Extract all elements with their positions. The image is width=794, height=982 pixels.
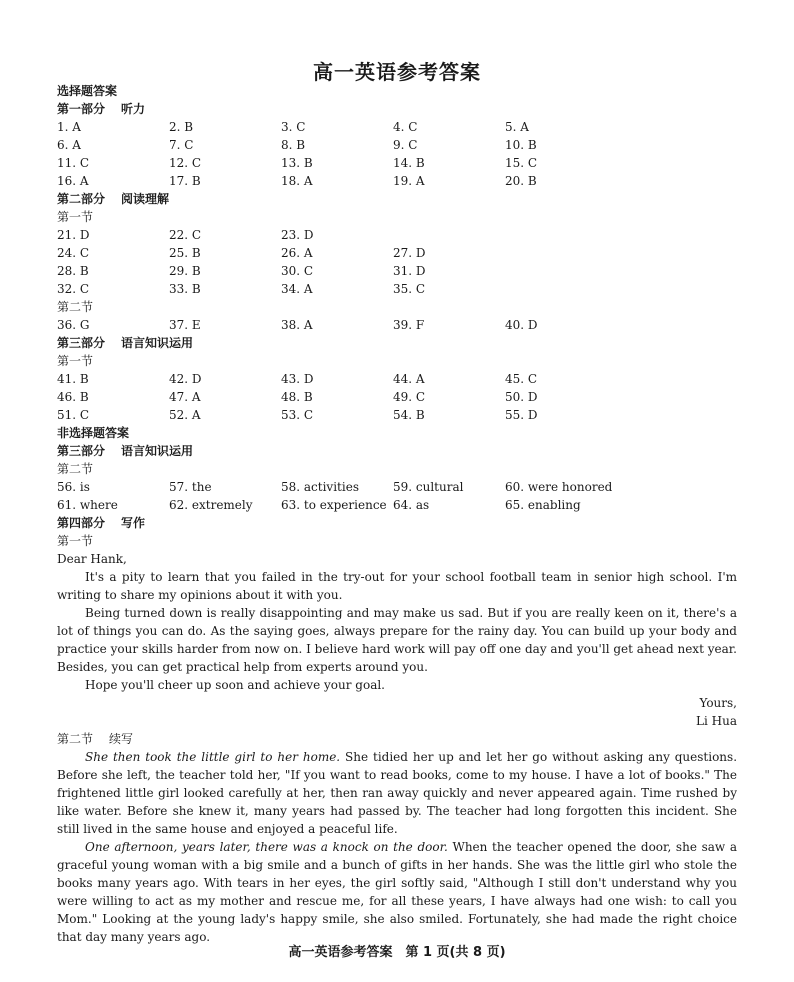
answer-cell: 39. F [393,318,425,332]
answer-cell: 61. where [57,498,118,512]
answer-cell: 8. B [281,138,306,152]
answer-row [57,226,737,244]
answer-cell: 6. A [57,138,81,152]
answer-cell: 29. B [169,264,201,278]
answer-cell: 4. C [393,120,418,134]
answer-cell [505,262,617,280]
answer-cell: 49. C [393,390,426,404]
answer-cell: 26. A [281,246,313,260]
answer-cell: 20. B [505,174,537,188]
part3b-heading [57,442,737,460]
answer-row [57,244,737,262]
answer-cell: 43. D [281,372,314,386]
answer-cell: 23. D [281,228,314,242]
story-paragraph [57,748,737,838]
answer-cell: 16. A [57,174,89,188]
answer-cell [505,280,617,298]
answer-row [57,136,737,154]
part4-section2-label: 第二节 [57,732,94,746]
part4-section1-label: 第一节 [57,534,94,548]
answer-content [57,82,737,946]
part3b-name: 语言知识运用 [121,444,194,458]
answer-row [57,478,737,496]
letter-paragraph: It's a pity to learn that you failed in the try-out for your school football team in senior high school. I'm writing to share my opinions about it with you. [57,570,737,602]
answer-cell: 14. B [393,156,425,170]
answer-cell: 58. activities [281,480,359,494]
answer-cell: 22. C [169,228,202,242]
answer-cell: 38. A [281,318,313,332]
story-paragraph [57,838,737,946]
answer-cell: 62. extremely [169,498,253,512]
answer-cell: 27. D [393,246,426,260]
part1-name: 听力 [121,102,146,116]
part2-section2-grid [57,316,737,334]
part3-heading [57,334,737,352]
mcq-heading: 选择题答案 [57,84,118,98]
part2-section1-label: 第一节 [57,210,94,224]
answer-cell: 15. C [505,156,538,170]
letter-paragraph: Being turned down is really disappointing and may make us sad. But if you are really keen on it, there's a lot of things you can do. As the saying goes, always prepare for the rainy day. You can build up your body and practice your skills harder from now on. I believe hard work will pay off one day and you'll get ahead next year. Besides, you can get practical help from experts around you. [57,606,737,674]
part2-name: 阅读理解 [121,192,170,206]
answer-cell: 50. D [505,390,538,404]
answer-cell: 19. A [393,174,425,188]
part3-section1-label: 第一节 [57,354,94,368]
answer-cell: 7. C [169,138,194,152]
answer-cell [505,244,617,262]
answer-cell: 46. B [57,390,89,404]
story-text: She tidied her up and let her go without asking any questions. Before she left, the teacher told her, "If you want to read books, come to my house. I have a lot of books." The frightened little girl looked carefully at her, then ran away quickly and never appeared again. Time rushed by like water. Before she knew it, many years had passed by. The teacher had long forgotten this incident. She still lived in the same house and enjoyed a peaceful life. [57,750,738,836]
part4-section2-name: 续写 [109,732,134,746]
story-lead-sentence: She then took the little girl to her home. [85,750,341,764]
page-title: 高一英语参考答案 [313,60,481,84]
answer-cell: 32. C [57,282,90,296]
answer-row [57,118,737,136]
answer-row [57,370,737,388]
answer-cell: 9. C [393,138,418,152]
answer-cell: 24. C [57,246,90,260]
part2-section1-grid [57,226,737,298]
part1-heading [57,100,737,118]
part3-label: 第三部分 [57,336,106,350]
part4-label: 第四部分 [57,516,106,530]
answer-cell: 41. B [57,372,89,386]
answer-cell: 1. A [57,120,81,134]
answer-cell [393,226,505,244]
part2-label: 第二部分 [57,192,106,206]
answer-cell: 47. A [169,390,201,404]
answer-cell: 40. D [505,318,538,332]
answer-row [57,172,737,190]
answer-cell: 10. B [505,138,537,152]
answer-row [57,316,737,334]
part4-heading [57,514,737,532]
answer-cell: 57. the [169,480,212,494]
answer-cell [505,226,617,244]
answer-cell: 3. C [281,120,306,134]
answer-cell: 60. were honored [505,480,613,494]
part2-heading [57,190,737,208]
part2-section2-label: 第二节 [57,300,94,314]
part3-answer-grid [57,370,737,424]
letter-paragraph: Hope you'll cheer up soon and achieve your goal. [85,678,385,692]
answer-cell: 5. A [505,120,529,134]
non-mcq-heading: 非选择题答案 [57,426,130,440]
answer-cell: 31. D [393,264,426,278]
answer-cell: 65. enabling [505,498,581,512]
answer-row [57,154,737,172]
answer-cell: 17. B [169,174,201,188]
answer-cell: 44. A [393,372,425,386]
answer-cell: 37. E [169,318,201,332]
answer-row [57,496,737,514]
answer-cell: 55. D [505,408,538,422]
letter-greeting: Dear Hank, [57,552,127,566]
answer-row [57,388,737,406]
answer-cell: 28. B [57,264,89,278]
answer-cell: 30. C [281,264,314,278]
answer-cell: 64. as [393,498,430,512]
answer-row [57,280,737,298]
answer-cell: 21. D [57,228,90,242]
answer-cell: 11. C [57,156,90,170]
answer-cell: 34. A [281,282,313,296]
answer-row [57,406,737,424]
part3b-section2-label: 第二节 [57,462,94,476]
answer-cell: 33. B [169,282,201,296]
answer-cell: 59. cultural [393,480,464,494]
answer-cell: 51. C [57,408,90,422]
part3b-answer-grid [57,478,737,514]
answer-cell: 2. B [169,120,194,134]
answer-cell: 53. C [281,408,314,422]
part4-section2-heading [57,730,737,748]
answer-cell: 35. C [393,282,426,296]
part1-answer-grid [57,118,737,190]
part3-name: 语言知识运用 [121,336,194,350]
answer-cell: 63. to experience [281,498,387,512]
part4-name: 写作 [121,516,146,530]
story-text: When the teacher opened the door, she saw a graceful young woman with a big smile and a bunch of gifts in her hands. She was the little girl who stole the books many years ago. With tears in her eyes, the girl softly said, "Although I still don't understand why you were willing to act as my mother and rescue me, for all these years, I have always had one wish: to call you Mom." Looking at the young lady's happy smile, she also smiled. Fortunately, she had made the right choice that day many years ago. [57,840,737,944]
answer-cell: 45. C [505,372,538,386]
story-lead-sentence: One afternoon, years later, there was a knock on the door. [85,840,448,854]
page-footer: 高一英语参考答案 第 1 页(共 8 页) [288,945,506,960]
letter-signature: Li Hua [696,714,737,728]
answer-cell: 12. C [169,156,202,170]
answer-cell: 25. B [169,246,201,260]
answer-cell: 54. B [393,408,425,422]
answer-cell: 13. B [281,156,313,170]
answer-cell: 52. A [169,408,201,422]
part3b-label: 第三部分 [57,444,106,458]
answer-cell: 18. A [281,174,313,188]
letter-closing: Yours, [699,696,737,710]
answer-cell: 36. G [57,318,90,332]
answer-cell: 42. D [169,372,202,386]
answer-cell: 56. is [57,480,90,494]
part1-label: 第一部分 [57,102,106,116]
answer-row [57,262,737,280]
answer-cell: 48. B [281,390,313,404]
